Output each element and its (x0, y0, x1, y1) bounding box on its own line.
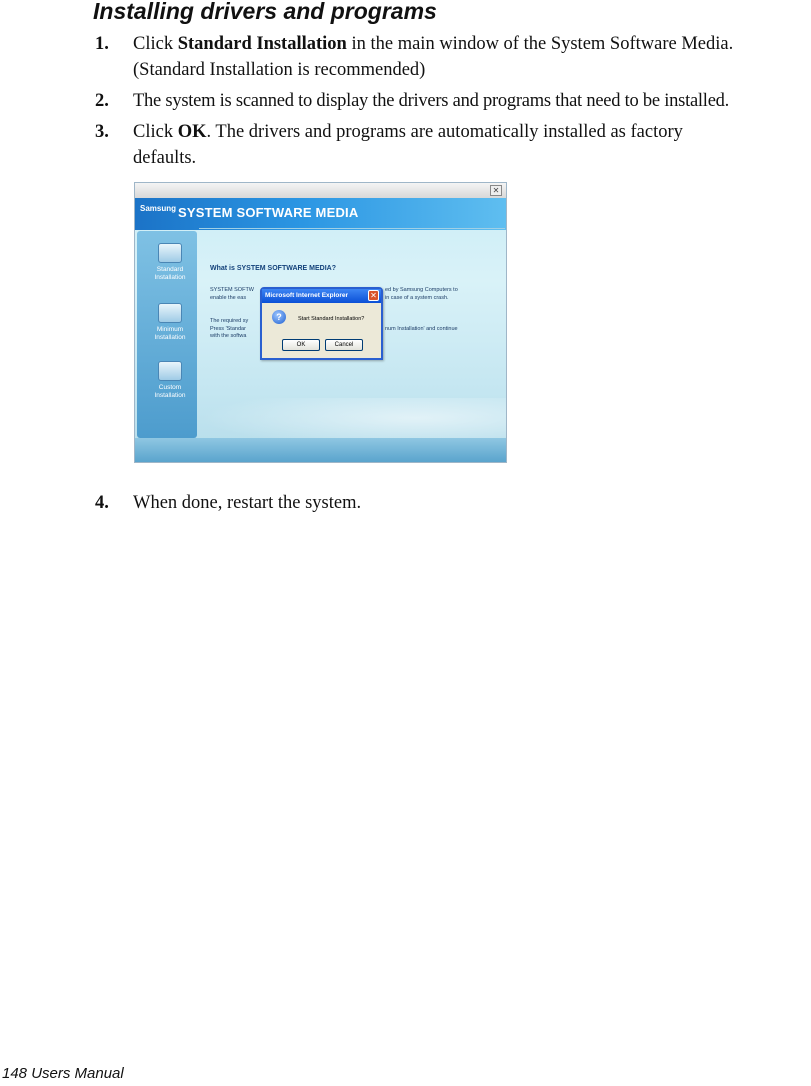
sidebar-label: Installation (154, 274, 186, 281)
brand-logo: Samsung (140, 204, 177, 213)
content-para-left-2 (210, 318, 248, 341)
sidebar-item-custom (137, 361, 203, 400)
grid-icon (158, 361, 182, 381)
dialog-title: Microsoft Internet Explorer (265, 292, 349, 299)
dialog-titlebar (262, 289, 381, 303)
installer-sidebar (137, 231, 197, 438)
window-titlebar (135, 183, 506, 199)
para-line: num Installation' and continue (385, 326, 458, 332)
step-number: 4. (95, 493, 109, 513)
step-text-pre: Click (133, 34, 178, 54)
app-title: SYSTEM SOFTWARE MEDIA (178, 205, 359, 220)
step-text-pre: Click (133, 122, 178, 142)
step-number: 1. (95, 34, 109, 54)
step-text-line2: defaults. (133, 148, 197, 168)
para-line: Press 'Standar (210, 325, 246, 332)
step-number: 2. (95, 91, 109, 111)
installer-screenshot (134, 182, 507, 463)
window-close-icon: ✕ (490, 185, 502, 196)
content-para-right-2 (385, 326, 458, 334)
monitor-icon (158, 243, 182, 263)
step-text-bold: Standard Installation (177, 34, 347, 54)
cancel-button[interactable]: Cancel (325, 339, 363, 351)
content-para-left (210, 287, 254, 302)
section-heading: Installing drivers and programs (93, 0, 437, 24)
step-number: 3. (95, 122, 109, 142)
list-icon (158, 303, 182, 323)
dialog-message: Start Standard Installation? (298, 316, 365, 322)
sidebar-label: Minimum (156, 326, 184, 333)
sidebar-item-standard (137, 243, 203, 282)
step-text: The system is scanned to display the drivers and programs that need to be installed. (133, 91, 730, 111)
step-text (133, 119, 683, 171)
confirm-dialog (260, 287, 383, 360)
sidebar-label: Custom (158, 384, 182, 391)
step-text-bold: OK (177, 122, 207, 142)
sidebar-label: Installation (154, 334, 186, 341)
sidebar-label: Standard (156, 266, 184, 273)
para-line: The required sy (210, 318, 249, 324)
ok-button[interactable]: OK (282, 339, 320, 351)
para-line: with the softwa (210, 333, 247, 339)
dialog-close-icon[interactable]: ✕ (368, 290, 379, 301)
step-text (133, 31, 733, 83)
para-line: SYSTEM SOFTW (210, 287, 254, 293)
content-question: What is SYSTEM SOFTWARE MEDIA? (210, 265, 337, 272)
page-footer: 148 Users Manual (2, 1065, 124, 1082)
sidebar-item-minimum (137, 303, 203, 342)
question-icon: ? (272, 310, 286, 324)
para-line: in case of a system crash. (385, 294, 449, 301)
step-text-line2: (Standard Installation is recommended) (133, 60, 426, 80)
para-line: enable the eas (210, 294, 247, 301)
para-line: ed by Samsung Computers to (385, 287, 458, 293)
divider (199, 228, 505, 229)
sidebar-label: Installation (154, 392, 186, 399)
content-para-right (385, 287, 458, 302)
step-text: When done, restart the system. (133, 493, 362, 513)
step-text-post: in the main window of the System Software Media. (346, 34, 734, 54)
step-text-post: . The drivers and programs are automatically installed as factory (206, 122, 683, 142)
window-bottom-bar (135, 438, 506, 462)
